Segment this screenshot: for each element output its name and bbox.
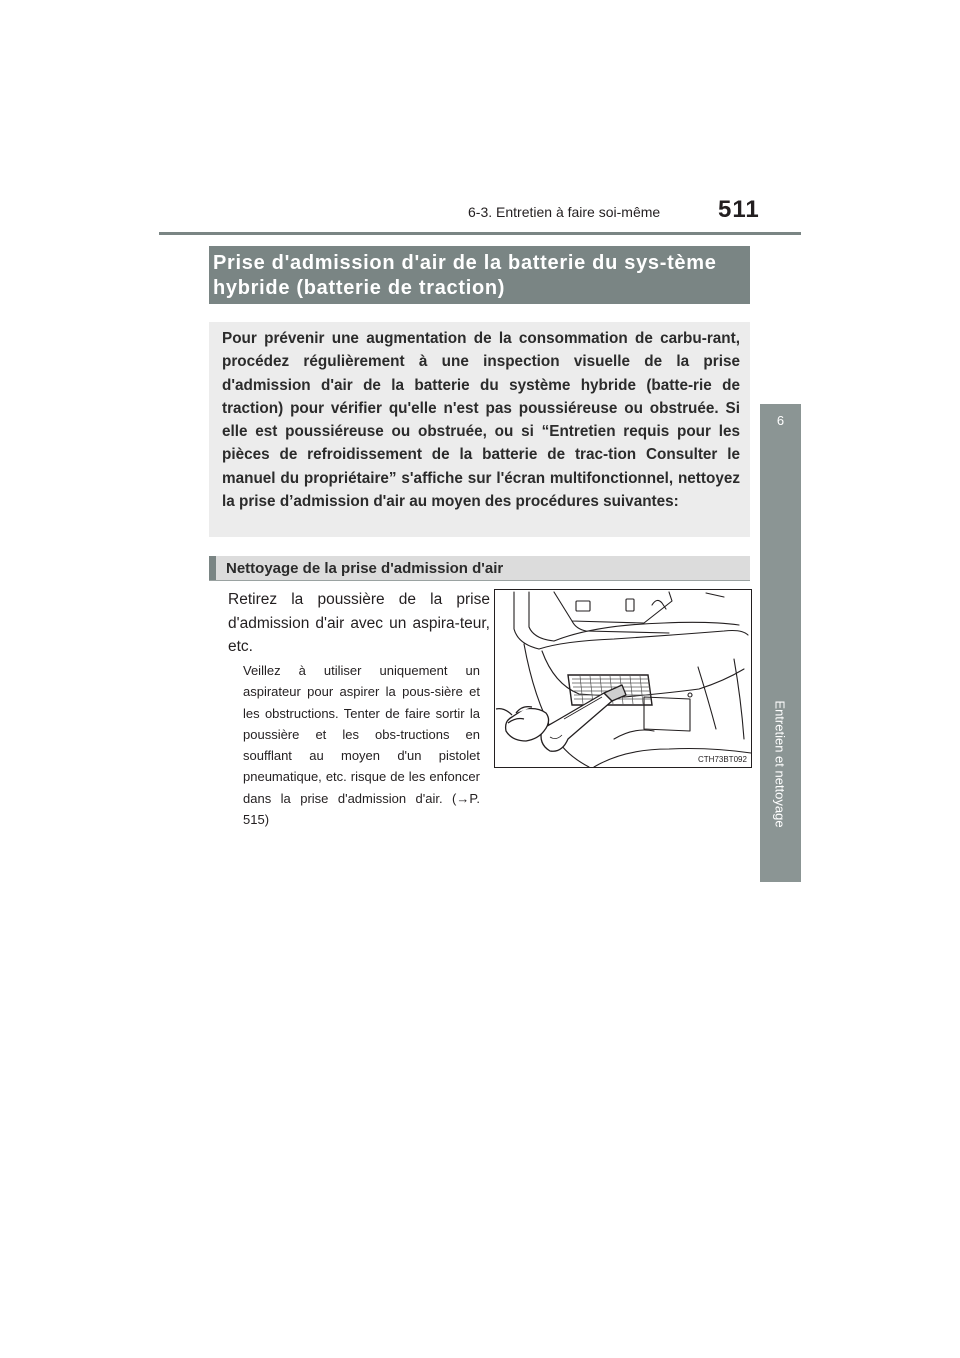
subsection-underline	[209, 580, 750, 581]
instruction-text: Retirez la poussière de la prise d'admission d'air avec un aspira-teur, etc.	[228, 591, 490, 655]
page-number: 511	[718, 196, 760, 223]
subsection-accent	[209, 556, 216, 581]
header-section-title: 6-3. Entretien à faire soi-même	[468, 204, 661, 220]
header-divider	[159, 232, 801, 235]
subsection-title: Nettoyage de la prise d'admission d'air	[226, 560, 504, 577]
chapter-number: 6	[776, 413, 785, 428]
instruction-note: Veillez à utiliser uniquement un aspirateur pour aspirer la pous-sière et les obstructions. Tenter de faire sortir la poussière et les obs-tructions en soufflant au moyen d'un pistolet pneumatique, etc. risque de les enfoncer dans la prise d'admission d'air. (→P. 515)	[243, 663, 480, 828]
illustration-code: CTH73BT092	[698, 755, 747, 764]
chapter-title: Entretien et nettoyage	[772, 700, 788, 828]
section-title: Prise d'admission d'air de la batterie du sys-tème hybride (batterie de traction)	[213, 252, 717, 299]
air-intake-cleaning-illustration	[494, 589, 752, 768]
intro-paragraph: Pour prévenir une augmentation de la consommation de carbu-rant, procédez régulièrement à une inspection visuelle de la prise d'admission d'air de la batterie du système hybride (batte-rie de traction) pour vérifier qu'elle n'est pas poussiéreuse ou obstruée. Si elle est poussiéreuse ou obstruée, ou si “Entretien requis pour les pièces de refroidissement de la batterie de trac-tion Consulter le manuel du propriétaire” s'affiche sur l'écran multifonctionnel, nettoyez la prise d’admission d'air au moyen des procédures suivantes:	[222, 330, 740, 511]
